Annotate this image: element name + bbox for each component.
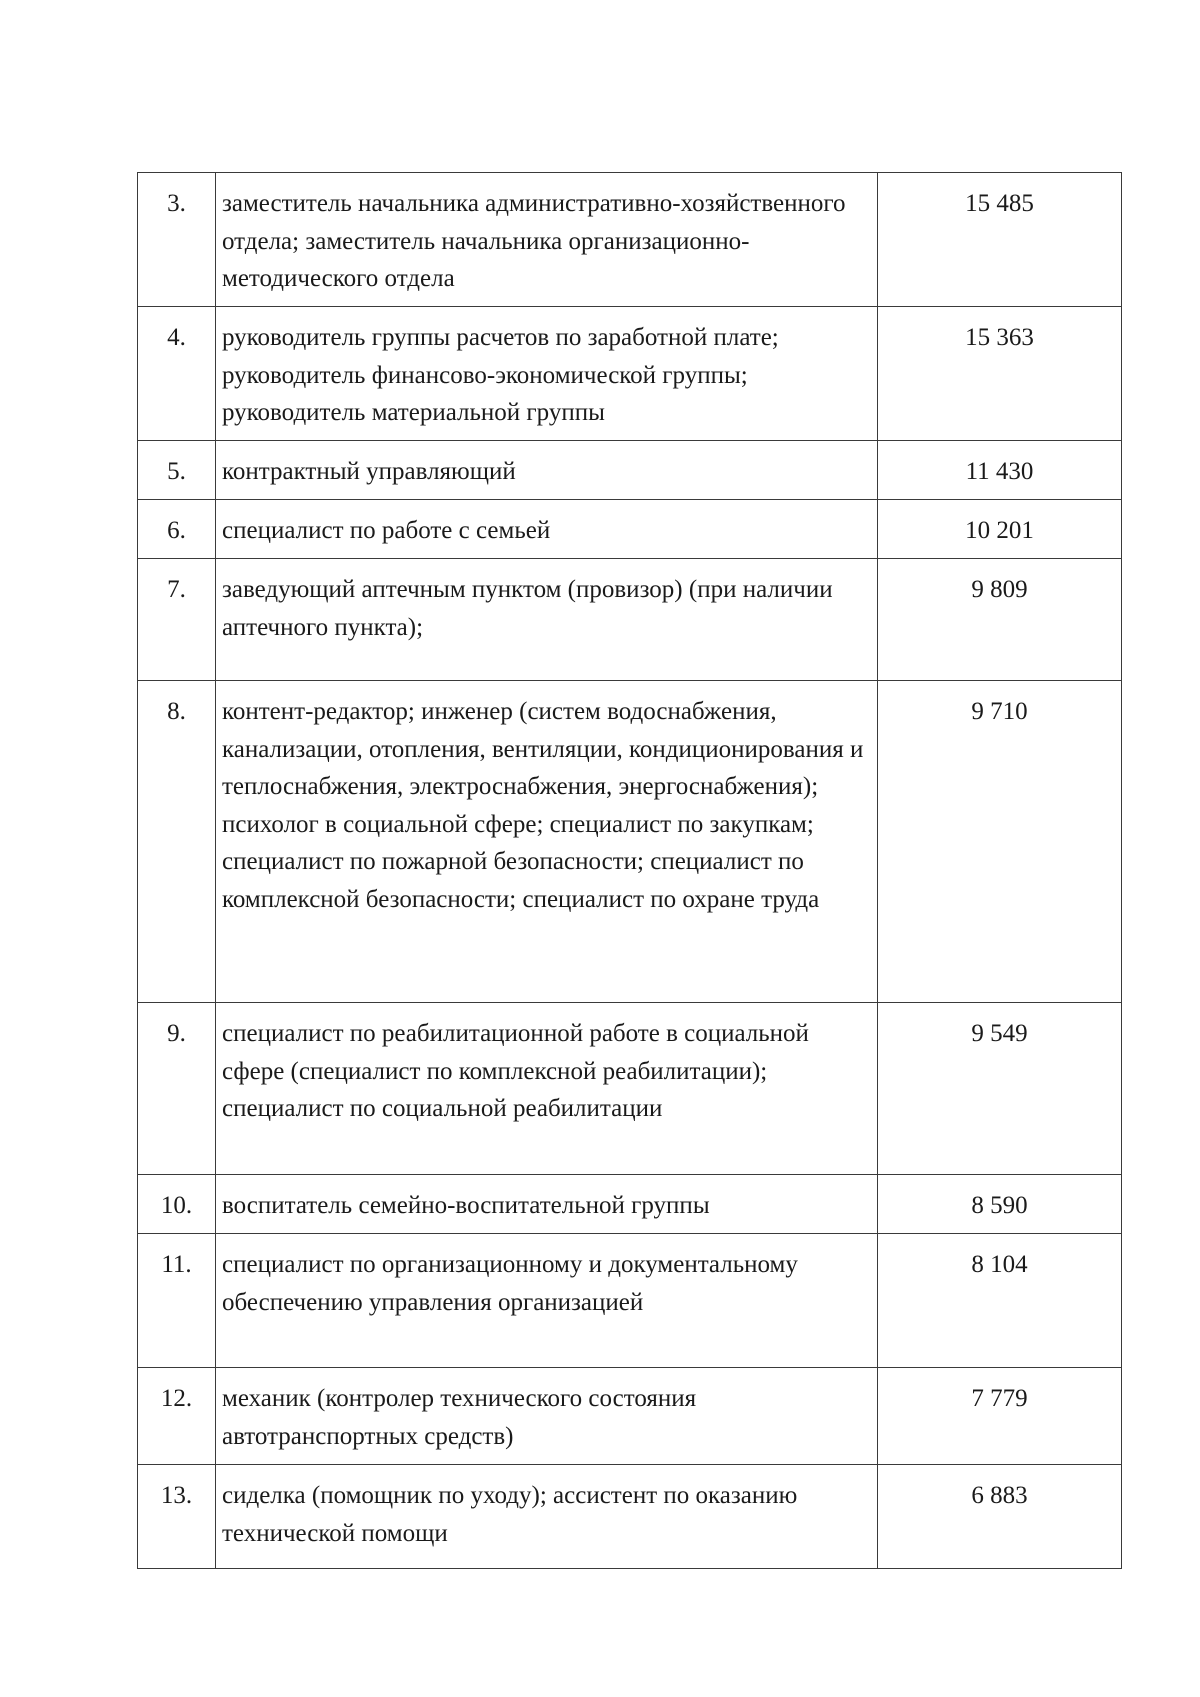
salary-value: 15 363 bbox=[878, 307, 1122, 441]
position-title: руководитель группы расчетов по заработной плате; руководитель финансово-экономической группы; руководитель материальной группы bbox=[216, 307, 878, 441]
position-title: контент-редактор; инженер (систем водоснабжения, канализации, отопления, вентиляции, кондиционирования и теплоснабжения, электроснабжения, энергоснабжения); психолог в социальной сфере; специалист по закупкам; специалист по пожарной безопасности; специалист по комплексной безопасности; специалист по охране труда bbox=[216, 681, 878, 1003]
row-number: 7. bbox=[138, 559, 216, 681]
salary-value: 10 201 bbox=[878, 500, 1122, 559]
table-row bbox=[138, 1465, 1122, 1569]
table-row bbox=[138, 173, 1122, 307]
position-title: механик (контролер технического состояния автотранспортных средств) bbox=[216, 1368, 878, 1465]
salary-value: 9 549 bbox=[878, 1003, 1122, 1175]
position-title: сиделка (помощник по уходу); ассистент по оказанию технической помощи bbox=[216, 1465, 878, 1569]
table-row bbox=[138, 1368, 1122, 1465]
salary-value: 9 710 bbox=[878, 681, 1122, 1003]
table-row bbox=[138, 500, 1122, 559]
row-number: 4. bbox=[138, 307, 216, 441]
salary-value: 11 430 bbox=[878, 441, 1122, 500]
salary-value: 7 779 bbox=[878, 1368, 1122, 1465]
table-row bbox=[138, 1003, 1122, 1175]
salary-value: 8 590 bbox=[878, 1175, 1122, 1234]
table-row bbox=[138, 307, 1122, 441]
row-number: 3. bbox=[138, 173, 216, 307]
row-number: 13. bbox=[138, 1465, 216, 1569]
table-row bbox=[138, 681, 1122, 1003]
position-title: воспитатель семейно-воспитательной группы bbox=[216, 1175, 878, 1234]
position-title: специалист по организационному и документальному обеспечению управления организацией bbox=[216, 1234, 878, 1368]
row-number: 6. bbox=[138, 500, 216, 559]
salary-value: 9 809 bbox=[878, 559, 1122, 681]
salary-table bbox=[137, 172, 1122, 1569]
row-number: 12. bbox=[138, 1368, 216, 1465]
table-row bbox=[138, 1175, 1122, 1234]
row-number: 10. bbox=[138, 1175, 216, 1234]
row-number: 9. bbox=[138, 1003, 216, 1175]
position-title: заместитель начальника административно-хозяйственного отдела; заместитель начальника организационно-методического отдела bbox=[216, 173, 878, 307]
row-number: 11. bbox=[138, 1234, 216, 1368]
salary-value: 8 104 bbox=[878, 1234, 1122, 1368]
table-row bbox=[138, 1234, 1122, 1368]
salary-value: 6 883 bbox=[878, 1465, 1122, 1569]
row-number: 8. bbox=[138, 681, 216, 1003]
table-row bbox=[138, 441, 1122, 500]
position-title: контрактный управляющий bbox=[216, 441, 878, 500]
position-title: заведующий аптечным пунктом (провизор) (при наличии аптечного пункта); bbox=[216, 559, 878, 681]
position-title: специалист по работе с семьей bbox=[216, 500, 878, 559]
salary-value: 15 485 bbox=[878, 173, 1122, 307]
table-row bbox=[138, 559, 1122, 681]
row-number: 5. bbox=[138, 441, 216, 500]
position-title: специалист по реабилитационной работе в социальной сфере (специалист по комплексной реабилитации); специалист по социальной реабилитации bbox=[216, 1003, 878, 1175]
